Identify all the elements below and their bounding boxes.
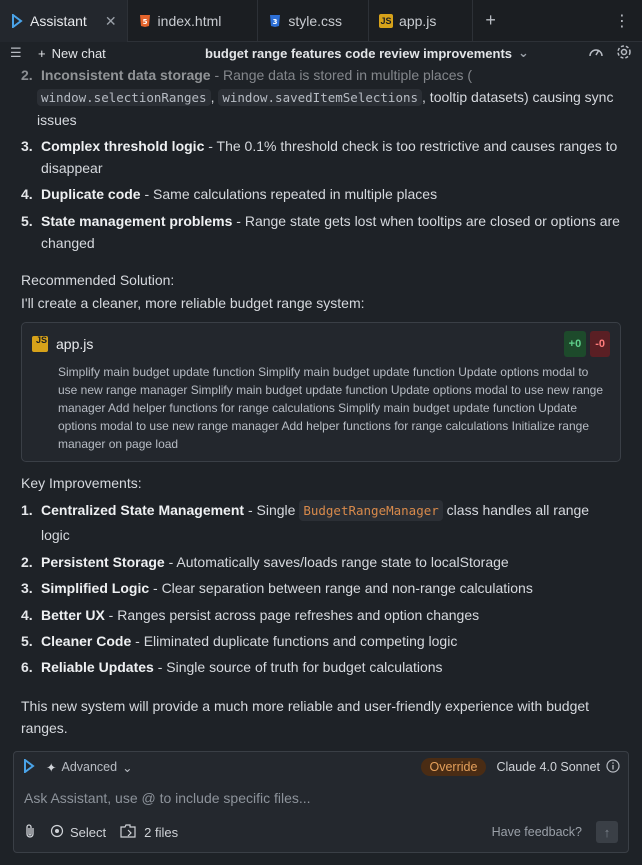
- gear-icon[interactable]: [616, 44, 632, 63]
- file-change-card[interactable]: [21, 322, 621, 462]
- inline-code: window.savedItemSelections: [218, 89, 422, 106]
- tab-label: index.html: [157, 13, 222, 29]
- tab-index-html[interactable]: [128, 0, 259, 42]
- new-chat-button[interactable]: + New chat: [38, 45, 106, 61]
- list-item: 3. Complex threshold logic - The 0.1% threshold check is too restrictive and causes ranges to disappear: [21, 138, 618, 176]
- additions-badge: +0: [564, 331, 587, 357]
- assistant-icon: [22, 759, 36, 776]
- override-badge[interactable]: Override: [421, 758, 487, 776]
- paragraph: This new system will provide a much more reliable and user-friendly experience with budget ranges.: [21, 698, 590, 736]
- info-icon[interactable]: [606, 759, 620, 776]
- select-button[interactable]: Select: [50, 824, 106, 841]
- list-item: 2. Persistent Storage - Automatically saves/loads range state to localStorage: [21, 554, 509, 570]
- arrow-up-icon: ↑: [603, 824, 611, 840]
- chat-list-icon[interactable]: ☰: [10, 45, 22, 60]
- deletions-badge: -0: [590, 331, 610, 357]
- attach-icon[interactable]: [24, 823, 36, 842]
- js-file-icon: JS: [380, 16, 392, 26]
- list-item: 2. Inconsistent data storage - Range data is stored in multiple places (: [21, 67, 473, 83]
- list-item: 3. Simplified Logic - Clear separation between range and non-range calculations: [21, 580, 533, 596]
- tab-bar: [0, 0, 642, 42]
- tab-assistant[interactable]: [0, 0, 128, 42]
- chevron-down-icon: ⌄: [518, 45, 529, 60]
- advanced-dropdown[interactable]: ✦ Advanced ⌄: [46, 760, 133, 775]
- sparkle-icon: ✦: [46, 760, 57, 775]
- section-heading: Recommended Solution:: [21, 272, 175, 288]
- plus-icon: +: [38, 45, 46, 61]
- files-icon: [120, 824, 136, 841]
- feedback-link[interactable]: Have feedback?: [491, 825, 582, 839]
- paragraph: I'll create a cleaner, more reliable budget range system:: [21, 295, 365, 311]
- svg-text:3: 3: [272, 18, 278, 26]
- list-item: 5. State management problems - Range state gets lost when tooltips are closed or options are changed: [21, 213, 620, 251]
- gauge-icon[interactable]: [588, 44, 604, 63]
- inline-code: window.selectionRanges: [37, 89, 211, 106]
- list-item: 6. Reliable Updates - Single source of truth for budget calculations: [21, 659, 443, 675]
- tab-app-js[interactable]: [369, 0, 473, 42]
- list-item: 4. Better UX - Ranges persist across page refreshes and option changes: [21, 607, 480, 623]
- chat-toolbar: [0, 42, 642, 64]
- svg-text:5: 5: [142, 18, 147, 26]
- list-item: 5. Cleaner Code - Eliminated duplicate functions and competing logic: [21, 633, 458, 649]
- js-file-icon: JS: [32, 336, 48, 352]
- tab-label: app.js: [399, 13, 437, 29]
- css-file-icon: [268, 14, 282, 28]
- assistant-message: 2. Inconsistent data storage - Range data is stored in multiple places ( window.selectionRanges , window.savedItemSelections , tooltip datasets) causing sync issues 3. Complex threshold logic - The 0.1% threshold check is too restrictive and causes ranges to disappear 4. Duplicate code - Same calculations repeated in multiple places 5. State management problems - Range state gets lost when tooltips are closed or options are changed Recommended Solution: I'll create a cleaner, more reliable budget range system: JS app.js +0 -0 Simplify main budget update function Simplify main budget update function Update options modal to use new range manager Simplify main budget update function Update options modal to use new range manager Add helper functions for range calculations Simplify main budget update function Update options modal to use new range manager Add helper functions for range calculations Initialize range manager on page load Key Improvements: 1. Centralized State Management - Single BudgetRangeManager class handles all range logic 2. Persistent Storage - Automatically saves/loads range state to localStorage 3. Simplified Logic - Clear separation between range and non-range calculations 4. Better UX - Ranges persist across page refreshes and option changes 5. Cleaner Code - Eliminated duplicate functions and competing logic 6. Reliable Updates - Single source of truth for budget calculations This new system will provide a much more reliable and user-friendly experience with budget ranges.: [0, 64, 642, 749]
- conversation-title[interactable]: budget range features code review improvements ⌄: [205, 45, 529, 61]
- more-menu-icon[interactable]: ⋮: [614, 12, 630, 30]
- attached-files-button[interactable]: 2 files: [120, 824, 178, 841]
- tab-style-css[interactable]: [258, 0, 369, 42]
- file-change-description: Simplify main budget update function Simplify main budget update function Update options modal to use new range manager Simplify main budget update function Update options modal to use new range manager Add helper functions for range calculations Simplify main budget update function Update options modal to use new range manager Add helper functions for range calculations Initialize range manager on page load: [58, 365, 604, 451]
- tab-label: Assistant: [30, 13, 87, 29]
- model-selector[interactable]: Claude 4.0 Sonnet: [496, 759, 620, 776]
- list-item: 1. Centralized State Management - Single BudgetRangeManager class handles all range logic: [21, 502, 590, 543]
- chat-input-panel: [13, 751, 629, 853]
- file-name: app.js: [56, 336, 94, 352]
- send-button[interactable]: [596, 821, 618, 843]
- section-heading: Key Improvements:: [21, 475, 142, 491]
- list-item: 4. Duplicate code - Same calculations repeated in multiple places: [21, 186, 438, 202]
- assistant-icon: [10, 14, 24, 28]
- chat-input[interactable]: [14, 782, 628, 814]
- chevron-down-icon: ⌄: [122, 760, 133, 775]
- add-tab-icon[interactable]: +: [485, 10, 496, 30]
- html-file-icon: [138, 14, 152, 28]
- inline-code: BudgetRangeManager: [299, 500, 442, 521]
- tab-label: style.css: [288, 13, 343, 29]
- close-icon[interactable]: ✕: [104, 12, 117, 29]
- target-icon: [50, 824, 64, 841]
